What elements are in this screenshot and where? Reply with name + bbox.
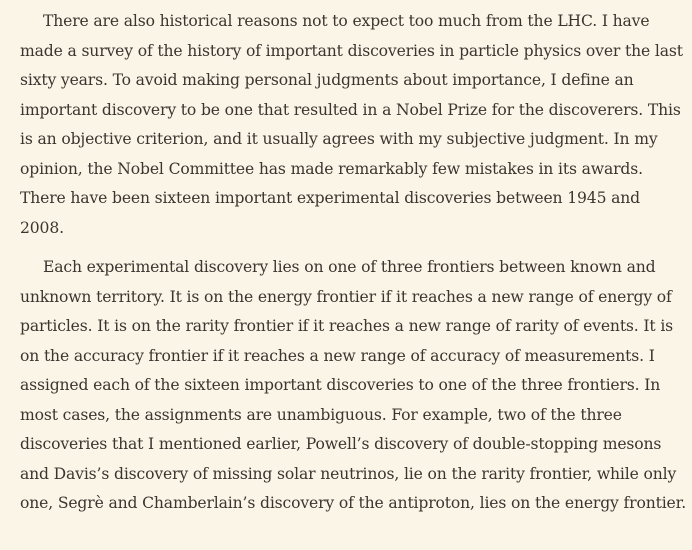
paragraph-three-frontiers: Each experimental discovery lies on one of three frontiers between known and unknown territory. It is on the energy frontier if it reaches a new range of energy of particles. It is on the rarity frontier if it reaches a new range of rarity of events. It is on the accuracy frontier if it reaches a new range of accuracy of measurements. I assigned each of the sixteen important discoveries to one of the three frontiers. In most cases, the assignments are unambiguous. For example, two of the three discoveries that I mentioned earlier, Powell’s discovery of double-stopping mesons and Davis’s discovery of missing solar neutrinos, lie on the rarity frontier, while only one, Segrè and Chamberlain’s discovery of the antiproton, lies on the energy frontier.	[20, 258, 687, 512]
paragraph-historical-reasons: There are also historical reasons not to expect too much from the LHC. I have made a survey of the history of important discoveries in particle physics over the last sixty years. To avoid making personal judgments about importance, I define an important discovery to be one that resulted in a Nobel Prize for the discoverers. This is an objective criterion, and it usually agrees with my subjective judgment. In my opinion, the Nobel Committee has made remarkably few mistakes in its awards. There have been sixteen important experimental discoveries between 1945 and 2008.	[20, 12, 683, 237]
